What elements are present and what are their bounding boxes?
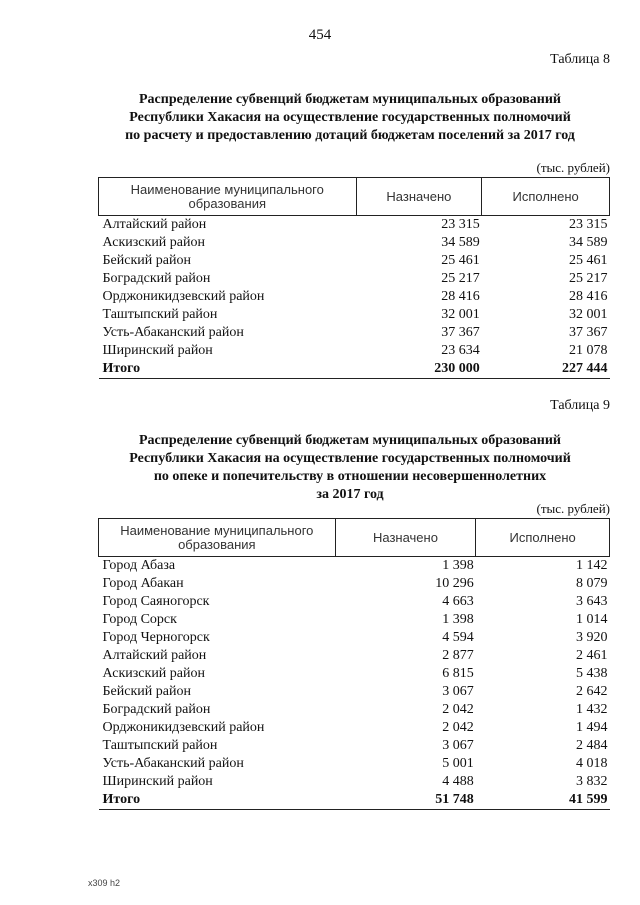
- table-row: [99, 665, 610, 683]
- total-row: [99, 791, 610, 810]
- row-name: Усть-Абаканский район: [102, 325, 244, 340]
- table-8-unit: (тыс. рублей): [536, 160, 610, 175]
- footer-code: x309 h2: [88, 878, 121, 888]
- row-executed: 25 217: [569, 271, 608, 286]
- row-name: Бейский район: [102, 684, 191, 699]
- row-assigned: 1 398: [442, 612, 474, 627]
- row-name: Город Сорск: [102, 612, 177, 627]
- row-executed: 4 018: [576, 756, 608, 771]
- row-assigned: 25 461: [441, 253, 480, 268]
- row-name: Орджоникидзевский район: [102, 289, 265, 304]
- row-name: Таштыпский район: [102, 307, 218, 322]
- table-row: [99, 324, 610, 342]
- row-assigned: 5 001: [442, 756, 474, 771]
- row-executed: 1 014: [576, 612, 608, 627]
- row-executed: 5 438: [576, 666, 608, 681]
- row-assigned: 4 594: [442, 630, 474, 645]
- row-name: Город Абакан: [102, 576, 184, 591]
- row-assigned: 32 001: [441, 307, 480, 322]
- row-name: Алтайский район: [102, 217, 207, 232]
- row-assigned: 28 416: [441, 289, 480, 304]
- table-row: [99, 234, 610, 252]
- row-name: Боградский район: [102, 271, 211, 286]
- table-row: [99, 252, 610, 270]
- table-8-body: [99, 216, 610, 379]
- row-assigned: 2 042: [442, 720, 474, 735]
- row-name: Город Черногорск: [102, 630, 210, 645]
- row-executed: 41 599: [569, 792, 608, 807]
- table-8-title-line: по расчету и предоставлению дотаций бюджетам поселений за 2017 год: [125, 128, 575, 143]
- page-number: 454: [308, 27, 332, 43]
- table-row: [99, 342, 610, 360]
- table-9-body: [99, 557, 610, 810]
- row-executed: 34 589: [569, 235, 608, 250]
- row-executed: 21 078: [569, 343, 608, 358]
- table-9-title-line: за 2017 год: [316, 487, 384, 502]
- table-row: [99, 557, 610, 576]
- row-executed: 3 643: [576, 594, 608, 609]
- row-assigned: 3 067: [442, 738, 474, 753]
- table-row: [99, 755, 610, 773]
- row-assigned: 37 367: [441, 325, 480, 340]
- row-executed: 3 920: [576, 630, 608, 645]
- table-9-title: [60, 432, 640, 504]
- table-9-label: Таблица 9: [550, 398, 610, 413]
- table-row: [99, 306, 610, 324]
- table-9-title-line: Распределение субвенций бюджетам муниципальных образований: [139, 433, 561, 448]
- row-executed: 1 432: [576, 702, 608, 717]
- table-row: [99, 701, 610, 719]
- table-8-label: Таблица 8: [550, 52, 610, 67]
- header-executed: Исполнено: [476, 519, 610, 557]
- table-row: [99, 683, 610, 701]
- row-executed: 8 079: [576, 576, 608, 591]
- table-8-title: [60, 91, 640, 145]
- row-name: Итого: [102, 792, 141, 807]
- row-executed: 32 001: [569, 307, 608, 322]
- table-row: [99, 629, 610, 647]
- table-row: [99, 737, 610, 755]
- row-assigned: 25 217: [441, 271, 480, 286]
- row-name: Ширинский район: [102, 774, 213, 789]
- table-row: [99, 647, 610, 665]
- table-8: [98, 177, 610, 379]
- table-row: [99, 575, 610, 593]
- row-name: Ширинский район: [102, 343, 213, 358]
- row-executed: 2 461: [576, 648, 608, 663]
- row-name: Бейский район: [102, 253, 191, 268]
- row-assigned: 34 589: [441, 235, 480, 250]
- row-executed: 227 444: [562, 361, 608, 376]
- row-executed: 25 461: [569, 253, 608, 268]
- header-assigned: Назначено: [356, 178, 482, 216]
- table-row: [99, 288, 610, 306]
- row-executed: 3 832: [576, 774, 608, 789]
- row-name: Боградский район: [102, 702, 211, 717]
- row-assigned: 2 877: [442, 648, 474, 663]
- header-name: Наименование муниципального образования: [99, 178, 357, 216]
- row-name: Город Саяногорск: [102, 594, 210, 609]
- table-8-title-line: Республики Хакасия на осуществление государственных полномочий: [129, 110, 571, 125]
- row-executed: 37 367: [569, 325, 608, 340]
- row-assigned: 4 663: [442, 594, 474, 609]
- row-assigned: 51 748: [435, 792, 474, 807]
- row-name: Город Абаза: [102, 558, 176, 573]
- table-row: [99, 773, 610, 791]
- row-assigned: 1 398: [442, 558, 474, 573]
- row-name: Орджоникидзевский район: [102, 720, 265, 735]
- table-row: [99, 719, 610, 737]
- row-assigned: 23 634: [441, 343, 480, 358]
- row-assigned: 6 815: [442, 666, 474, 681]
- table-row: [99, 216, 610, 235]
- row-assigned: 230 000: [434, 361, 480, 376]
- row-name: Алтайский район: [102, 648, 207, 663]
- row-executed: 28 416: [569, 289, 608, 304]
- header-executed: Исполнено: [482, 178, 610, 216]
- header-name: Наименование муниципального образования: [99, 519, 336, 557]
- table-row: [99, 270, 610, 288]
- row-executed: 2 484: [576, 738, 608, 753]
- row-assigned: 4 488: [442, 774, 474, 789]
- table-row: [99, 611, 610, 629]
- row-assigned: 3 067: [442, 684, 474, 699]
- table-9-unit: (тыс. рублей): [536, 501, 610, 516]
- row-executed: 1 142: [576, 558, 608, 573]
- row-assigned: 23 315: [441, 217, 480, 232]
- row-executed: 1 494: [576, 720, 608, 735]
- table-9: [98, 518, 610, 810]
- row-assigned: 10 296: [435, 576, 474, 591]
- row-name: Усть-Абаканский район: [102, 756, 244, 771]
- table-row: [99, 593, 610, 611]
- row-assigned: 2 042: [442, 702, 474, 717]
- table-9-title-line: по опеке и попечительству в отношении несовершеннолетних: [153, 469, 547, 484]
- row-name: Таштыпский район: [102, 738, 218, 753]
- row-name: Аскизский район: [102, 666, 205, 681]
- row-name: Аскизский район: [102, 235, 205, 250]
- table-8-title-line: Распределение субвенций бюджетам муниципальных образований: [139, 92, 561, 107]
- row-name: Итого: [102, 361, 141, 376]
- row-executed: 23 315: [569, 217, 608, 232]
- table-9-title-line: Республики Хакасия на осуществление государственных полномочий: [129, 451, 571, 466]
- total-row: [99, 360, 610, 379]
- row-executed: 2 642: [576, 684, 608, 699]
- header-assigned: Назначено: [335, 519, 476, 557]
